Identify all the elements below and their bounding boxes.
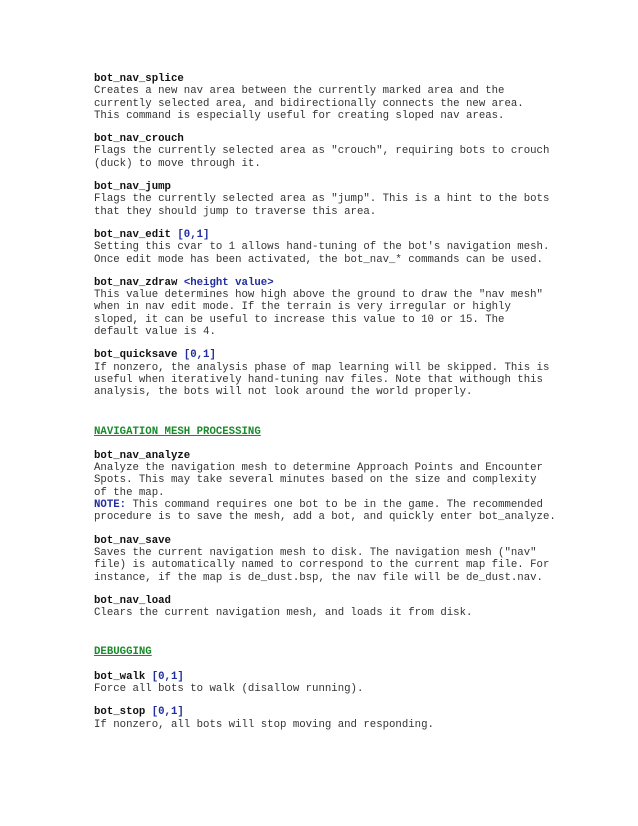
description-line: Flags the currently selected area as "crouch", requiring bots to crouch [94, 145, 550, 158]
command-heading [94, 73, 614, 85]
command-entry-bot-nav-crouch [94, 133, 614, 170]
command-name: bot_walk [94, 670, 146, 683]
command-name: bot_nav_edit [94, 228, 171, 241]
command-entry-bot-nav-save [94, 535, 614, 584]
command-argument: <height value> [183, 276, 274, 289]
description-line: Setting this cvar to 1 allows hand-tuning of the bot's navigation mesh. [94, 241, 550, 254]
note-label: NOTE: [94, 499, 127, 512]
command-entry-bot-walk [94, 671, 614, 696]
note-text: This command requires one bot to be in the game. The recommended [126, 499, 543, 512]
description-line: default value is 4. [94, 326, 216, 339]
command-argument: [0,1] [151, 670, 184, 683]
command-name: bot_nav_zdraw [94, 276, 178, 289]
note-line: procedure is to save the mesh, add a bot, and quickly enter bot_analyze. [94, 511, 556, 524]
description-line: Spots. This may take several minutes based on the size and complexity [94, 474, 537, 487]
description-line: currently selected area, and bidirectionally connects the new area. [94, 97, 524, 110]
command-list-top [94, 73, 614, 399]
command-name: bot_nav_save [94, 534, 171, 547]
command-heading [94, 181, 614, 193]
command-argument: [0,1] [183, 349, 216, 362]
command-heading [94, 133, 614, 145]
description-line: Flags the currently selected area as "jump". This is a hint to the bots [94, 193, 550, 206]
command-entry-bot-nav-load [94, 595, 614, 620]
command-entry-bot-nav-edit [94, 229, 614, 266]
section-heading-debugging: DEBUGGING [94, 646, 152, 659]
description-line: (duck) to move through it. [94, 157, 261, 170]
command-entry-bot-nav-zdraw [94, 277, 614, 338]
command-list-navigation [94, 535, 614, 620]
command-heading [94, 535, 614, 547]
command-name: bot_stop [94, 706, 146, 719]
description-line: If nonzero, all bots will stop moving and responding. [94, 718, 434, 731]
description-line: instance, if the map is de_dust.bsp, the nav file will be de_dust.nav. [94, 571, 543, 584]
command-entry-bot-quicksave [94, 349, 614, 398]
command-heading [94, 349, 614, 361]
command-name: bot_quicksave [94, 349, 178, 362]
description-line: of the map. [94, 486, 165, 499]
command-name: bot_nav_jump [94, 181, 171, 194]
command-entry-bot-nav-splice [94, 73, 614, 122]
description-line: This value determines how high above the ground to draw the "nav mesh" [94, 289, 543, 302]
command-name: bot_nav_analyze [94, 449, 191, 462]
description-line: that they should jump to traverse this area. [94, 205, 377, 218]
description-line: sloped, it can be useful to increase this value to 10 or 15. The [94, 313, 505, 326]
description-line: Creates a new nav area between the currently marked area and the [94, 85, 505, 98]
note-line [94, 499, 614, 511]
command-argument: [0,1] [177, 228, 210, 241]
description-line: useful when iteratively hand-tuning nav files. Note that withough this [94, 373, 543, 386]
description-line: Once edit mode has been activated, the bot_nav_* commands can be used. [94, 253, 543, 266]
section-heading-navigation-mesh-processing: NAVIGATION MESH PROCESSING [94, 425, 261, 438]
description-line: Force all bots to walk (disallow running). [94, 682, 364, 695]
command-name: bot_nav_crouch [94, 133, 184, 146]
command-name: bot_nav_splice [94, 73, 184, 85]
description-line: Analyze the navigation mesh to determine Approach Points and Encounter [94, 462, 543, 475]
description-line: file) is automatically named to correspond to the current map file. For [94, 559, 550, 572]
description-line: when in nav edit mode. If the terrain is very irregular or highly [94, 301, 511, 314]
description-line: This command is especially useful for creating sloped nav areas. [94, 109, 505, 122]
command-list-debugging [94, 671, 614, 731]
command-heading [94, 706, 614, 718]
description-line: Saves the current navigation mesh to disk. The navigation mesh ("nav" [94, 546, 537, 559]
command-heading [94, 229, 614, 241]
description-line: analysis, the bots will not look around the world properly. [94, 386, 473, 399]
command-name: bot_nav_load [94, 594, 171, 607]
command-argument: [0,1] [151, 706, 184, 719]
command-heading [94, 671, 614, 683]
command-heading [94, 595, 614, 607]
command-entry-bot-stop [94, 706, 614, 731]
command-entry-bot-nav-analyze [94, 450, 614, 524]
document-page [94, 73, 614, 742]
description-line: If nonzero, the analysis phase of map learning will be skipped. This is [94, 361, 550, 374]
command-heading [94, 277, 614, 289]
command-entry-bot-nav-jump [94, 181, 614, 218]
description-line: Clears the current navigation mesh, and loads it from disk. [94, 607, 473, 620]
